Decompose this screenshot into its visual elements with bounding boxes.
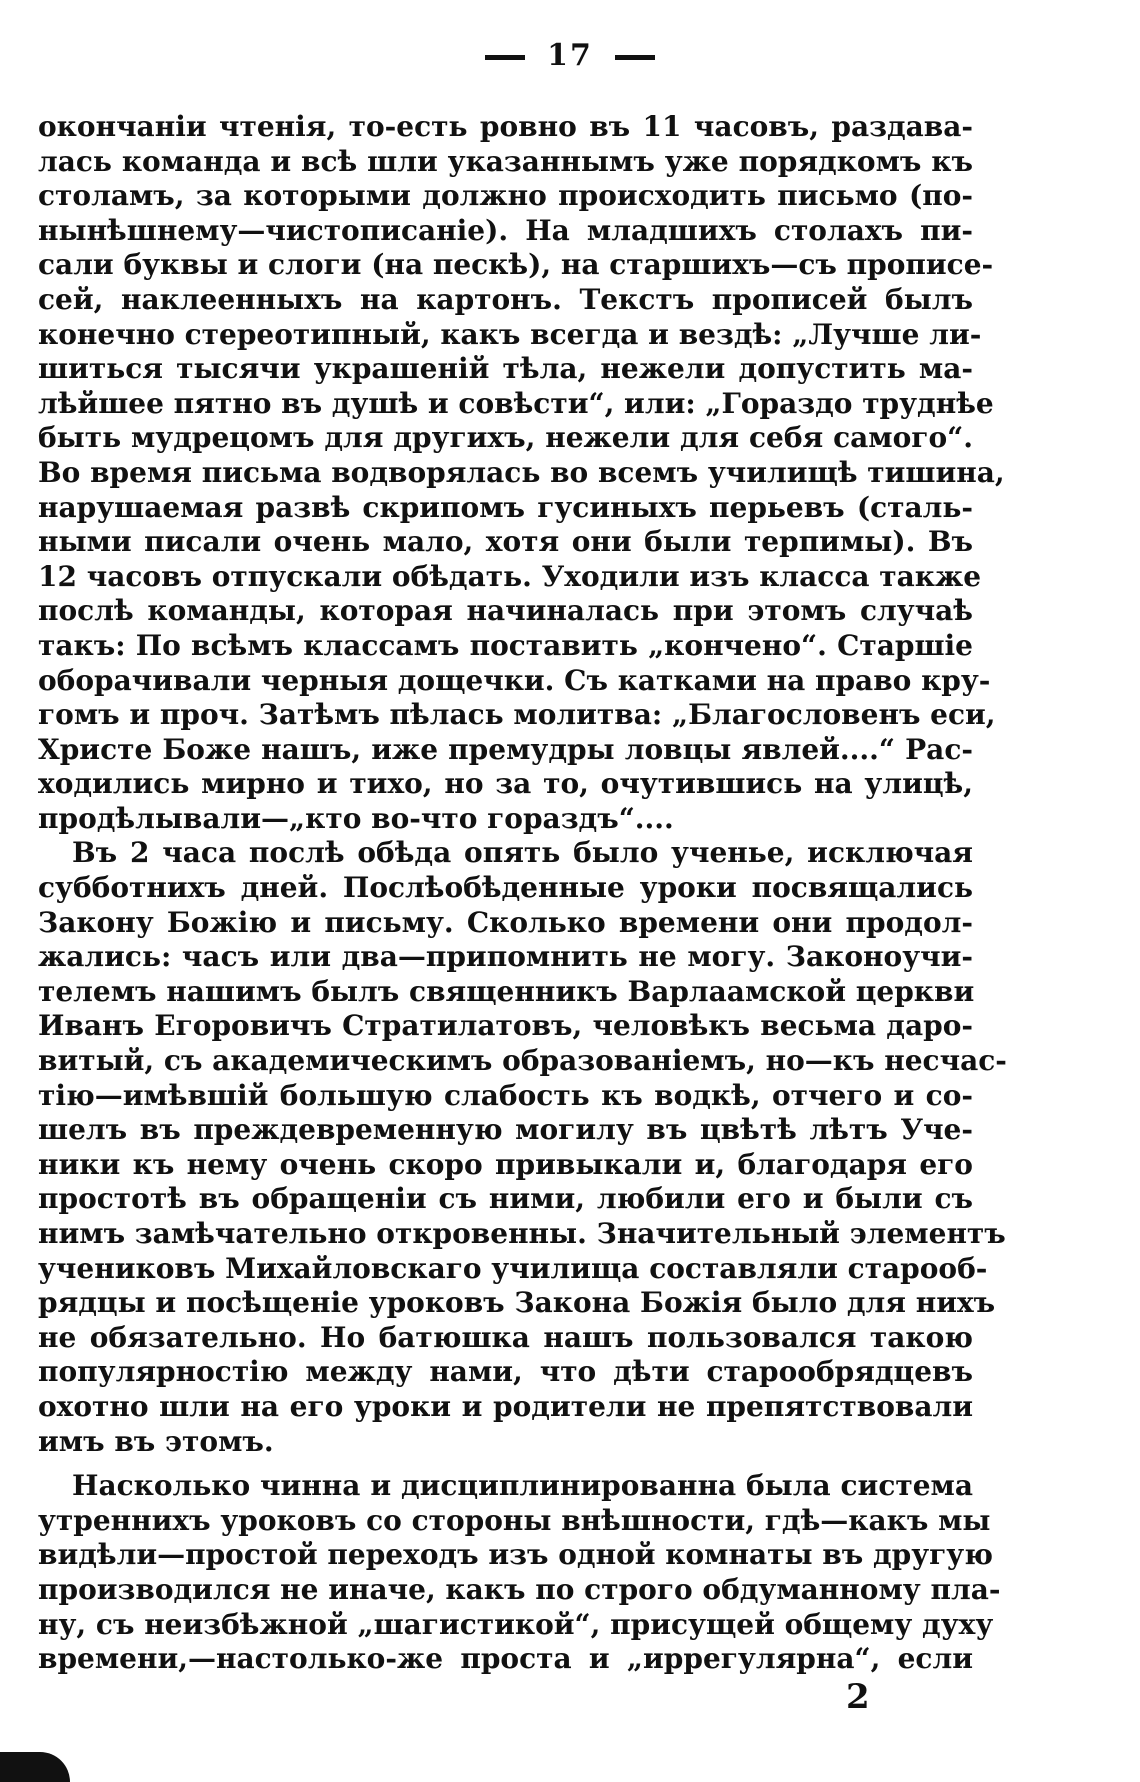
text-line: 12 часовъ отпускали обѣдать. Уходили изъ класса также [38, 559, 982, 593]
text-line: ходились мирно и тихо, но за то, очутившись на улицѣ, [38, 767, 973, 801]
header-dash-right [615, 55, 655, 60]
text-line: продѣлывали—„кто во-что гораздъ“.... [38, 801, 674, 835]
text-line: простотѣ въ обращеніи съ ними, любили его и были съ [38, 1182, 973, 1216]
text-line: производился не иначе, какъ по строго обдуманному пла- [38, 1572, 1001, 1606]
text-line: ники къ нему очень скоро привыкали и, благодаря его [38, 1147, 973, 1181]
paragraph-gap [38, 1459, 973, 1469]
text-line: учениковъ Михайловскаго училища составляли старооб- [38, 1251, 988, 1285]
page-number: 17 [547, 38, 593, 73]
page-header [0, 38, 1140, 73]
text-line: конечно стереотипный, какъ всегда и вездѣ: „Лучше ли- [38, 317, 982, 351]
text-line: сали буквы и слоги (на пескѣ), на старшихъ—съ прописе- [38, 248, 994, 282]
text-line: популярностію между нами, что дѣти старообрядцевъ [38, 1355, 973, 1389]
text-line: видѣли—простой переходъ изъ одной комнаты въ другую [38, 1538, 993, 1572]
paragraph-1 [38, 110, 1005, 836]
text-line: оборачивали черныя дощечки. Съ катками на право кру- [38, 663, 991, 697]
text-line: окончаніи чтенія, то-есть ровно въ 11 часовъ, раздава- [38, 110, 973, 143]
signature-mark: 2 [846, 1677, 870, 1717]
text-line: Въ 2 часа послѣ обѣда опять было ученье, исключая [72, 836, 973, 870]
paragraph-3 [38, 1469, 1001, 1677]
text-line: имъ въ этомъ. [38, 1424, 274, 1458]
paragraph-2 [38, 836, 1007, 1459]
text-line: ну, съ неизбѣжной „шагистикой“, присущей общему духу [38, 1607, 994, 1641]
text-line: лѣйшее пятно въ душѣ и совѣсти“, или: „Гораздо труднѣе [38, 386, 994, 420]
text-line: Христе Боже нашъ, иже премудры ловцы явлей....“ Рас- [38, 732, 973, 766]
text-line: Насколько чинна и дисциплинированна была система [72, 1469, 973, 1503]
text-line: нимъ замѣчательно откровенны. Значительный элементъ [38, 1217, 1006, 1250]
text-line: ными писали очень мало, хотя они были терпимы). Въ [38, 525, 973, 559]
text-line: шелъ въ преждевременную могилу въ цвѣтѣ лѣтъ Уче- [38, 1113, 973, 1147]
text-line: не обязательно. Но батюшка нашъ пользовался такою [38, 1320, 973, 1354]
text-line: рядцы и посѣщеніе уроковъ Закона Божія было для нихъ [38, 1286, 996, 1320]
text-line: шиться тысячи украшеній тѣла, нежели допустить ма- [38, 352, 973, 386]
text-line: утреннихъ уроковъ со стороны внѣшности, гдѣ—какъ мы [38, 1503, 991, 1537]
text-line: столамъ, за которыми должно происходить письмо (по- [38, 179, 973, 213]
text-line: нынѣшнему—чистописаніе). На младшихъ столахъ пи- [38, 213, 973, 247]
text-line: Во время письма водворялась во всемъ училищѣ тишина, [38, 455, 1005, 489]
text-line: нарушаемая развѣ скрипомъ гусиныхъ перьевъ (сталь- [38, 490, 973, 524]
text-line: лась команда и всѣ шли указаннымъ уже порядкомъ къ [38, 144, 973, 178]
header-dash-left [485, 55, 525, 60]
body-text [38, 110, 1007, 1677]
text-line: времени,—настолько-же проста и „иррегулярна“, если [38, 1642, 973, 1676]
text-line: витый, съ академическимъ образованіемъ, но—къ несчас- [38, 1044, 1007, 1078]
text-line: быть мудрецомъ для другихъ, нежели для себя самого“. [38, 421, 973, 455]
text-line: гомъ и проч. Затѣмъ пѣлась молитва: „Благословенъ еси, [38, 698, 996, 732]
text-line: Закону Божію и письму. Сколько времени они продол- [38, 905, 973, 939]
text-line: послѣ команды, которая начиналась при этомъ случаѣ [38, 594, 973, 628]
text-line: телемъ нашимъ былъ священникъ Варлаамской церкви [38, 974, 975, 1008]
text-line: такъ: По всѣмъ классамъ поставить „кончено“. Старшіе [38, 628, 973, 662]
text-line: сей, наклеенныхъ на картонъ. Текстъ прописей былъ [38, 282, 973, 316]
text-line: тію—имѣвшій большую слабость къ водкѣ, отчего и со- [38, 1078, 973, 1112]
text-line: охотно шли на его уроки и родители не препятствовали [38, 1389, 973, 1423]
text-line: жались: часъ или два—припомнить не могу. Законоучи- [38, 940, 973, 974]
text-line: субботнихъ дней. Послѣобѣденные уроки посвящались [38, 871, 973, 905]
text-line: Иванъ Егоровичъ Стратилатовъ, человѣкъ весьма даро- [38, 1009, 973, 1043]
